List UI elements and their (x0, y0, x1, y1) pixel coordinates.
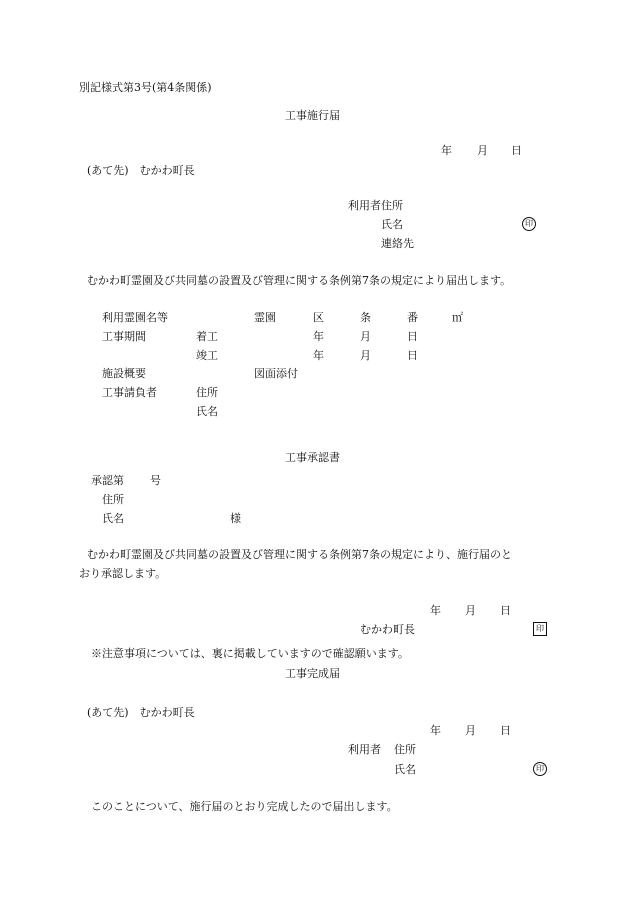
start-day: 日 (407, 330, 418, 343)
application-date-month: 月 (477, 144, 488, 157)
drawing-label: 図面添付 (254, 367, 298, 380)
ban-label: 番 (407, 311, 418, 324)
approval-number-label: 承認第 (91, 474, 124, 487)
application-date-year: 年 (441, 144, 452, 157)
cemetery-name-label: 利用霊園名等 (102, 311, 168, 324)
completion-statement: このことについて、施行届のとおり完成したので届出します。 (91, 800, 398, 813)
completion-seal-icon: 印 (533, 762, 547, 776)
user-contact-label: 連絡先 (381, 237, 414, 250)
ku-label: 区 (313, 311, 324, 324)
end-day: 日 (407, 349, 418, 362)
jo-label: 条 (360, 311, 371, 324)
completion-title: 工事完成届 (285, 667, 340, 680)
approval-date-year: 年 (430, 604, 441, 617)
completion-date-month: 月 (465, 724, 476, 737)
overview-label: 施設概要 (102, 367, 146, 380)
user-address-label: 利用者住所 (348, 199, 403, 212)
end-year: 年 (313, 349, 324, 362)
start-month: 月 (360, 330, 371, 343)
approval-address-label: 住所 (102, 493, 124, 506)
start-year: 年 (313, 330, 324, 343)
contractor-name-label: 氏名 (196, 405, 218, 418)
contractor-label: 工事請負者 (102, 386, 157, 399)
application-addressee: (あて先) むかわ町長 (87, 164, 195, 177)
completion-date-year: 年 (430, 724, 441, 737)
application-statement: むかわ町霊園及び共同墓の設置及び管理に関する条例第7条の規定により届出します。 (87, 274, 512, 287)
completion-name-label: 氏名 (394, 763, 416, 776)
completion-date-day: 日 (500, 724, 511, 737)
contractor-address-label: 住所 (196, 386, 218, 399)
approval-date-day: 日 (500, 604, 511, 617)
completion-address-label: 住所 (394, 743, 416, 756)
application-date-day: 日 (511, 144, 522, 157)
approval-title: 工事承認書 (285, 451, 340, 464)
user-name-label: 氏名 (381, 218, 403, 231)
official-seal-icon: 印 (533, 622, 547, 636)
approval-statement-line2: おり承認します。 (79, 567, 167, 580)
reien-label: 霊園 (254, 311, 276, 324)
application-title: 工事施行届 (285, 109, 340, 122)
approval-honorific: 様 (230, 512, 241, 525)
completion-user-label: 利用者 (348, 743, 381, 756)
approval-number-suffix: 号 (150, 474, 161, 487)
form-number: 別記様式第3号(第4条関係) (79, 81, 212, 94)
completion-addressee: (あて先) むかわ町長 (87, 706, 195, 719)
end-label: 竣工 (196, 349, 218, 362)
sqm-label: ㎡ (452, 311, 463, 324)
period-label: 工事期間 (102, 330, 146, 343)
start-label: 着工 (196, 330, 218, 343)
seal-stamp-icon: 印 (522, 217, 536, 231)
approval-note: ※注意事項については、裏に掲載していますので確認願います。 (91, 647, 409, 660)
approval-statement-line1: むかわ町霊園及び共同墓の設置及び管理に関する条例第7条の規定により、施行届のと (87, 548, 512, 561)
approval-issuer: むかわ町長 (360, 623, 415, 636)
approval-name-label: 氏名 (102, 512, 124, 525)
approval-date-month: 月 (465, 604, 476, 617)
end-month: 月 (360, 349, 371, 362)
